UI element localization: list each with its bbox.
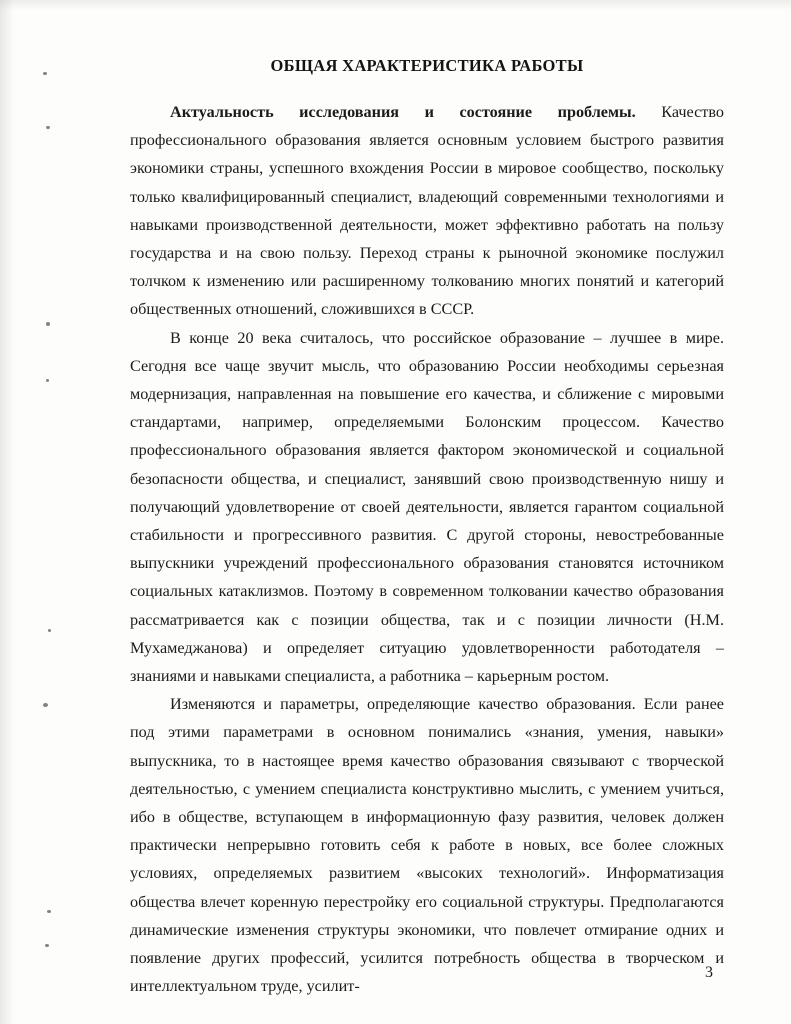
scan-speck bbox=[48, 629, 51, 632]
scan-edge-shadow-top bbox=[0, 0, 791, 10]
document-body bbox=[130, 56, 724, 1001]
paragraph bbox=[130, 98, 724, 324]
paragraph-text: Изменяются и параметры, определяющие качество образования. Если ранее под этими параметрами в основном понимались «знания, умения, навыки» выпускника, то в настоящее время качество образования связывают с творческой деятельностью, с умением специалиста конструктивно мыслить, с умением учиться, ибо в обществе, вступающем в информационную фазу развития, человек должен практически непрерывно готовить себя к работе в новых, все более сложных условиях, определяемых развитием «высоких технологий». Информатизация общества влечет коренную перестройку его социальной структуры. Предполагаются динамические изменения структуры экономики, что повлечет отмирание одних и появление других профессий, усилится потребность общества в творческом и интеллектуальном труде, усилит- bbox=[130, 695, 724, 996]
paragraph bbox=[130, 690, 724, 1000]
scan-speck bbox=[43, 703, 48, 707]
scan-speck bbox=[45, 944, 49, 947]
scan-speck bbox=[47, 910, 51, 913]
paragraph-text: Качество профессионального образования является основным условием быстрого развития экономики страны, успешного вхождения России в мировое сообщество, поскольку только квалифицированный специалист, владеющий современными технологиями и навыками производственной деятельности, может эффективно работать на пользу государства и на свою пользу. Переход страны к рыночной экономике послужил толчком к изменению или расширенному толкованию многих понятий и категорий общественных отношений, сложившихся в СССР. bbox=[130, 103, 725, 319]
page-number: 3 bbox=[705, 964, 713, 981]
paragraph-text: В конце 20 века считалось, что российское образование – лучшее в мире. Сегодня все чаще звучит мысль, что образованию России необходимы серьезная модернизация, направленная на повышение его качества, и сближение с мировыми стандартами, например, определяемыми Болонским процессом. Качество профессионального образования является фактором экономической и социальной безопасности общества, и специалист, занявший свою производственную нишу и получающий удовлетворение от своей деятельности, является гарантом социальной стабильности и прогрессивного развития. С другой стороны, невостребованные выпускники учреждений профессионального образования становятся источником социальных катаклизмов. Поэтому в современном толковании качество образования рассматривается как с позиции общества, так и с позиции личности (Н.М. Мухамеджанова) и определяет ситуацию удовлетворенности работодателя – знаниями и навыками специалиста, а работника – карьерным ростом. bbox=[130, 328, 724, 686]
scan-speck bbox=[43, 72, 47, 75]
scan-speck bbox=[46, 322, 50, 326]
scan-speck bbox=[46, 126, 50, 129]
scan-edge-shadow-left bbox=[0, 0, 14, 1024]
scan-speck bbox=[46, 379, 49, 382]
page-title: ОБЩАЯ ХАРАКТЕРИСТИКА РАБОТЫ bbox=[270, 56, 584, 75]
paragraph-lead: Актуальность исследования и состояние проблемы. bbox=[170, 103, 636, 121]
paragraph bbox=[130, 324, 724, 691]
